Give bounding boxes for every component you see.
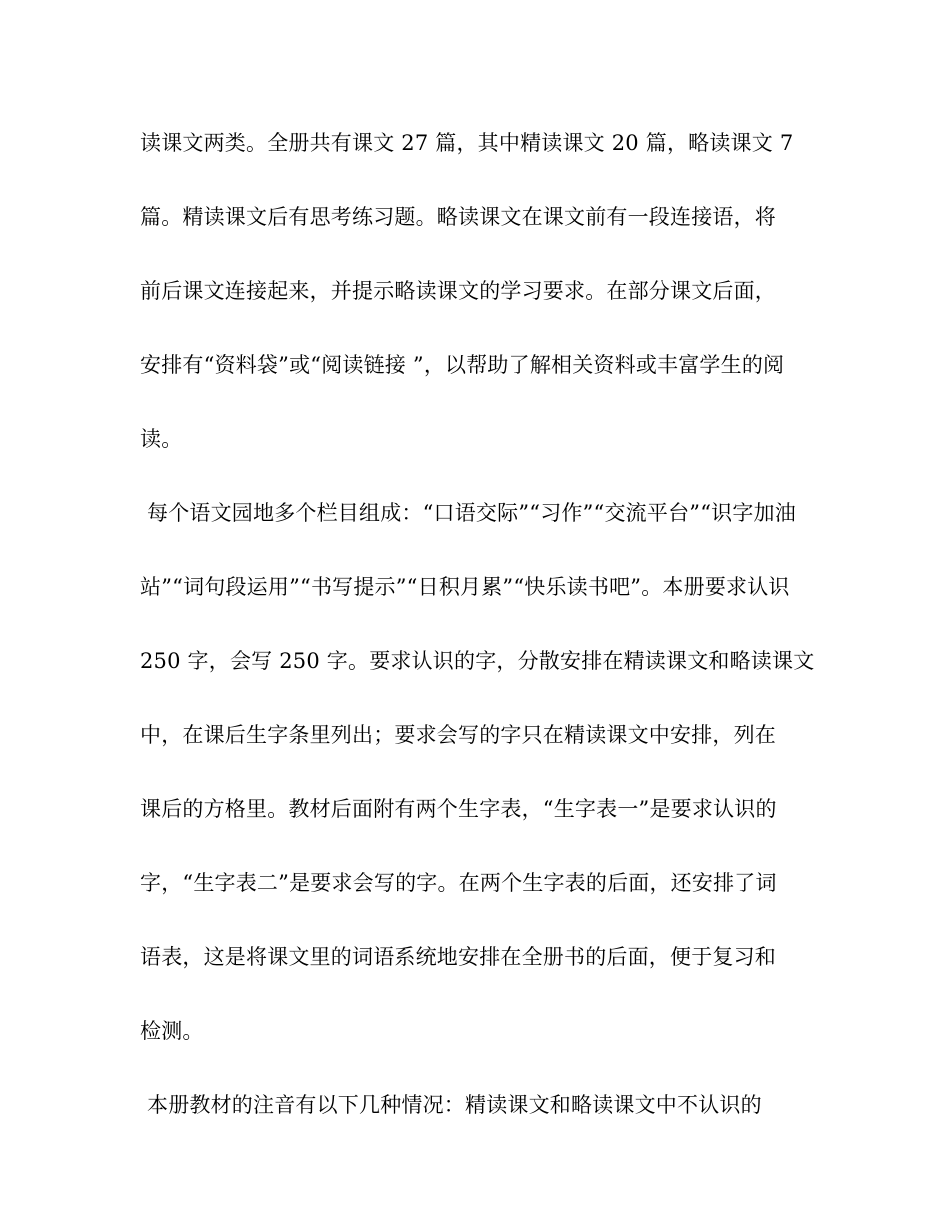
text-line: 本册教材的注音有以下几种情况：精读课文和略读课文中不认识的 — [147, 1093, 762, 1117]
text-line: 每个语文园地多个栏目组成：“口语交际”“习作”“交流平台”“识字加油 — [147, 501, 796, 525]
text-line: 站”“词句段运用”“书写提示”“日积月累”“快乐读书吧”。本册要求认识 — [140, 575, 790, 599]
text-line: 安排有“资料袋”或“阅读链接 ”，以帮助了解相关资料或丰富学生的阅 — [140, 353, 785, 377]
text-line: 前后课文连接起来，并提示略读课文的学习要求。在部分课文后面， — [140, 279, 776, 303]
text-line: 250 字，会写 250 字。要求认识的字，分散安排在精读课文和略读课文 — [140, 649, 815, 673]
text-line: 检测。 — [140, 1019, 204, 1043]
text-line: 读。 — [140, 427, 183, 451]
text-line: 语表，这是将课文里的词语系统地安排在全册书的后面，便于复习和 — [140, 945, 776, 969]
text-line: 课后的方格里。教材后面附有两个生字表，“生字表一”是要求认识的 — [140, 797, 777, 821]
text-line: 篇。精读课文后有思考练习题。略读课文在课文前有一段连接语，将 — [140, 205, 776, 229]
text-line: 中，在课后生字条里列出；要求会写的字只在精读课文中安排，列在 — [140, 723, 776, 747]
text-line: 字，“生字表二”是要求会写的字。在两个生字表的后面，还安排了词 — [140, 871, 777, 895]
text-line: 读课文两类。全册共有课文 27 篇，其中精读课文 20 篇，略读课文 7 — [140, 131, 794, 155]
